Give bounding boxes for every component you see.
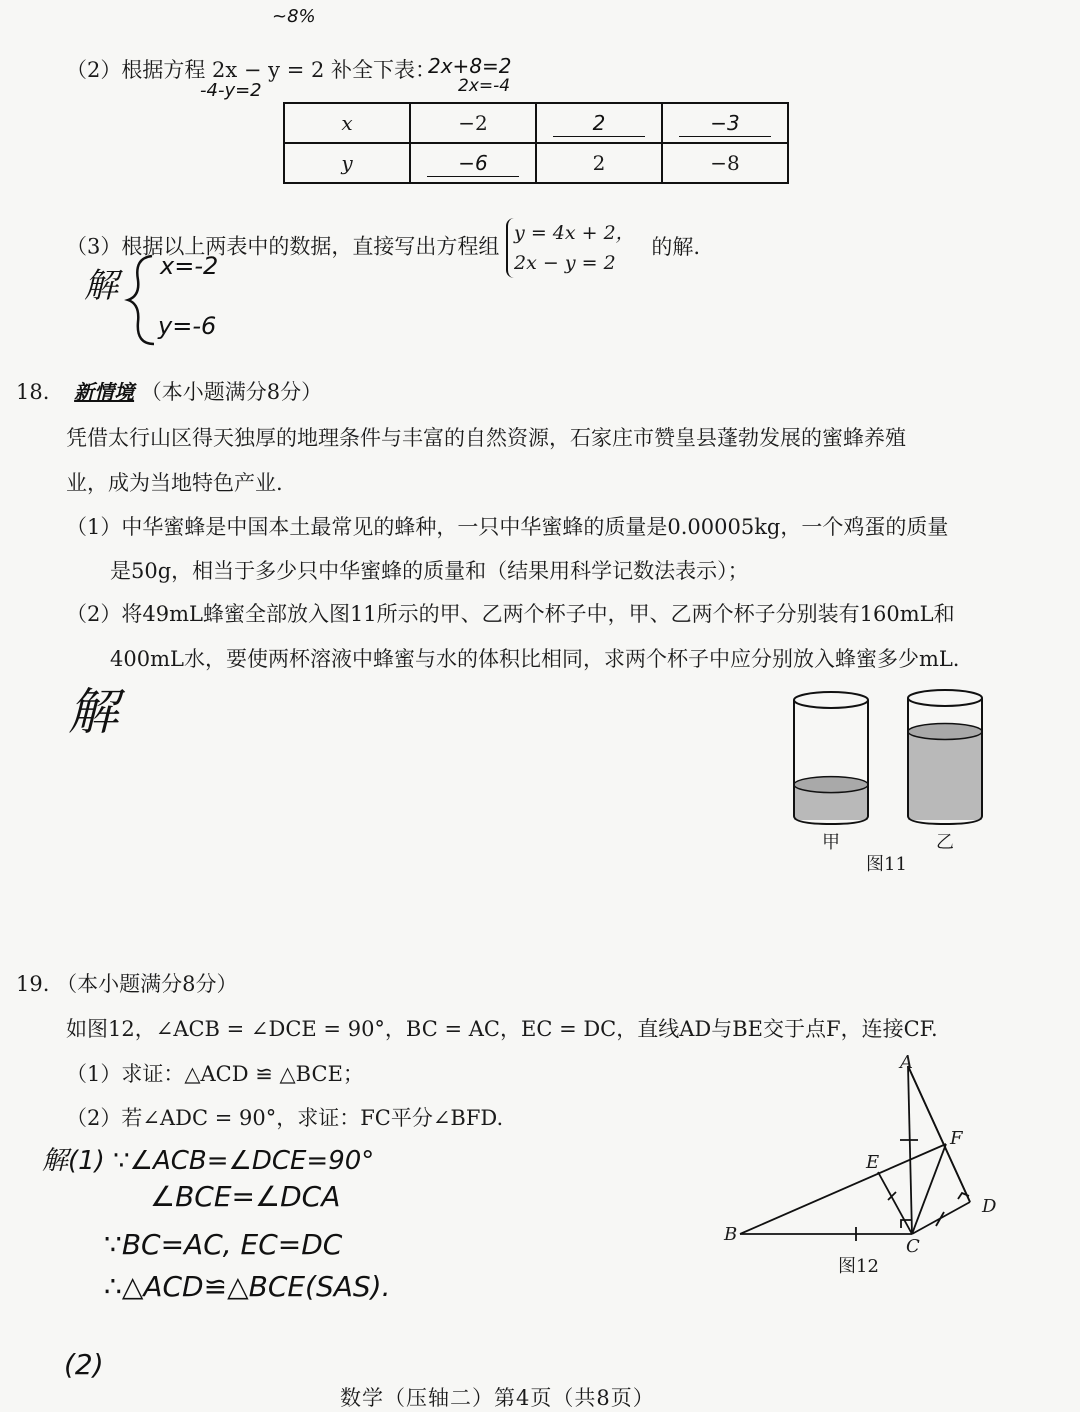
q18-p1-line2: 是50g，相当于多少只中华蜜蜂的质量和（结果用科学记数法表示）； bbox=[110, 559, 749, 583]
q18-number: 18. bbox=[16, 380, 50, 404]
segment-bf bbox=[740, 1144, 946, 1234]
q18-intro-2: 业，成为当地特色产业. bbox=[66, 471, 283, 495]
figure-12-geometry bbox=[720, 1052, 1010, 1252]
hw-answer-x: x=-2 bbox=[160, 252, 219, 280]
q19-number: 19. bbox=[16, 972, 50, 996]
q19-stem: 如图12，∠ACB = ∠DCE = 90°，BC = AC，EC = DC，直线AD与BE交于点F，连接CF. bbox=[66, 1017, 938, 1041]
q17-part3-prefix: （3）根据以上两表中的数据，直接写出方程组 bbox=[66, 234, 500, 259]
hw-scratch-2: -4-y=2 bbox=[200, 80, 262, 101]
q19-hw-line-2: ∠BCE=∠DCA bbox=[150, 1180, 341, 1213]
q19-hw-line-1: 解(1) ∵∠ACB=∠DCE=90° bbox=[42, 1146, 375, 1176]
q19-hw-line-4: ∴△ACD≌△BCE(SAS). bbox=[104, 1270, 391, 1303]
answer-blank: 2 bbox=[553, 110, 645, 137]
point-c: C bbox=[906, 1236, 920, 1257]
q19-header bbox=[16, 968, 237, 998]
figure-11-cups bbox=[780, 680, 1000, 830]
q18-p2-line2: 400mL水，要使两杯溶液中蜂蜜与水的体积比相同，求两个杯子中应分别放入蜂蜜多少mL. bbox=[110, 647, 960, 671]
q19-score: （本小题满分8分） bbox=[56, 972, 238, 996]
hw-answer-y: y=-6 bbox=[158, 312, 217, 340]
figure-11-caption: 图11 bbox=[866, 854, 907, 875]
q18-p2-line1: （2）将49mL蜂蜜全部放入图11所示的甲、乙两个杯子中，甲、乙两个杯子分别装有160mL和 bbox=[66, 602, 955, 626]
q18-hw-label: 解 bbox=[68, 683, 118, 741]
cell-x-2 bbox=[536, 103, 662, 143]
q18-header bbox=[16, 376, 322, 406]
cell-y-2: 2 bbox=[536, 143, 662, 183]
q19-p2: （2）若∠ADC = 90°，求证：FC平分∠BFD. bbox=[66, 1106, 504, 1130]
cup-b-label: 乙 bbox=[936, 832, 954, 853]
header-x: x bbox=[284, 103, 410, 143]
hw-scratch-3: 2x=-4 bbox=[458, 76, 511, 96]
figure-12-caption: 图12 bbox=[838, 1256, 879, 1277]
header-y: y bbox=[284, 143, 410, 183]
q19-hw-part2: (2) bbox=[64, 1348, 104, 1381]
segment-ac bbox=[908, 1066, 912, 1234]
hw-scratch-1: 2x+8=2 bbox=[428, 54, 512, 78]
equation-2: 2x − y = 2 bbox=[514, 252, 616, 274]
q17-part3-suffix: 的解. bbox=[651, 234, 701, 259]
cup-b bbox=[908, 690, 982, 824]
cup-a bbox=[794, 692, 868, 824]
equation-1: y = 4x + 2， bbox=[514, 222, 635, 244]
tick-mark bbox=[936, 1212, 944, 1226]
cell-x-3 bbox=[662, 103, 788, 143]
point-a: A bbox=[900, 1052, 913, 1073]
q19-p1: （1）求证：△ACD ≌ △BCE； bbox=[66, 1062, 364, 1086]
q18-tag: 新情境 bbox=[74, 380, 135, 404]
top-scribble: ~8% bbox=[272, 6, 316, 27]
table-row-x bbox=[284, 103, 788, 143]
page-footer: 数学（压轴二）第4页（共8页） bbox=[340, 1386, 655, 1410]
table-row-y bbox=[284, 143, 788, 183]
equation-system bbox=[506, 218, 635, 278]
hw-answer-label: 解 bbox=[84, 266, 118, 306]
point-f: F bbox=[950, 1128, 963, 1149]
q19-hw-line-3: ∵BC=AC, EC=DC bbox=[104, 1228, 343, 1261]
cell-x-1: −2 bbox=[410, 103, 536, 143]
answer-blank: −3 bbox=[679, 110, 771, 137]
answer-blank: −6 bbox=[427, 150, 519, 177]
cell-y-3: −8 bbox=[662, 143, 788, 183]
segment-ec bbox=[878, 1172, 912, 1234]
point-d: D bbox=[982, 1196, 997, 1217]
q18-score: （本小题满分8分） bbox=[140, 380, 323, 404]
q17-part2-text: （2）根据方程 2x − y = 2 补全下表： bbox=[66, 58, 437, 82]
cup-a-label: 甲 bbox=[822, 832, 840, 853]
q18-p1-line1: （1）中华蜜蜂是中国本土最常见的蜂种，一只中华蜜蜂的质量是0.00005kg，一个鸡蛋的质量 bbox=[66, 515, 949, 539]
point-e: E bbox=[866, 1152, 880, 1173]
cell-y-1 bbox=[410, 143, 536, 183]
value-table bbox=[283, 102, 789, 184]
q18-intro-1: 凭借太行山区得天独厚的地理条件与丰富的自然资源，石家庄市赞皇县蓬勃发展的蜜蜂养殖 bbox=[66, 426, 906, 450]
point-b: B bbox=[724, 1224, 738, 1245]
hw-brace bbox=[122, 250, 162, 350]
